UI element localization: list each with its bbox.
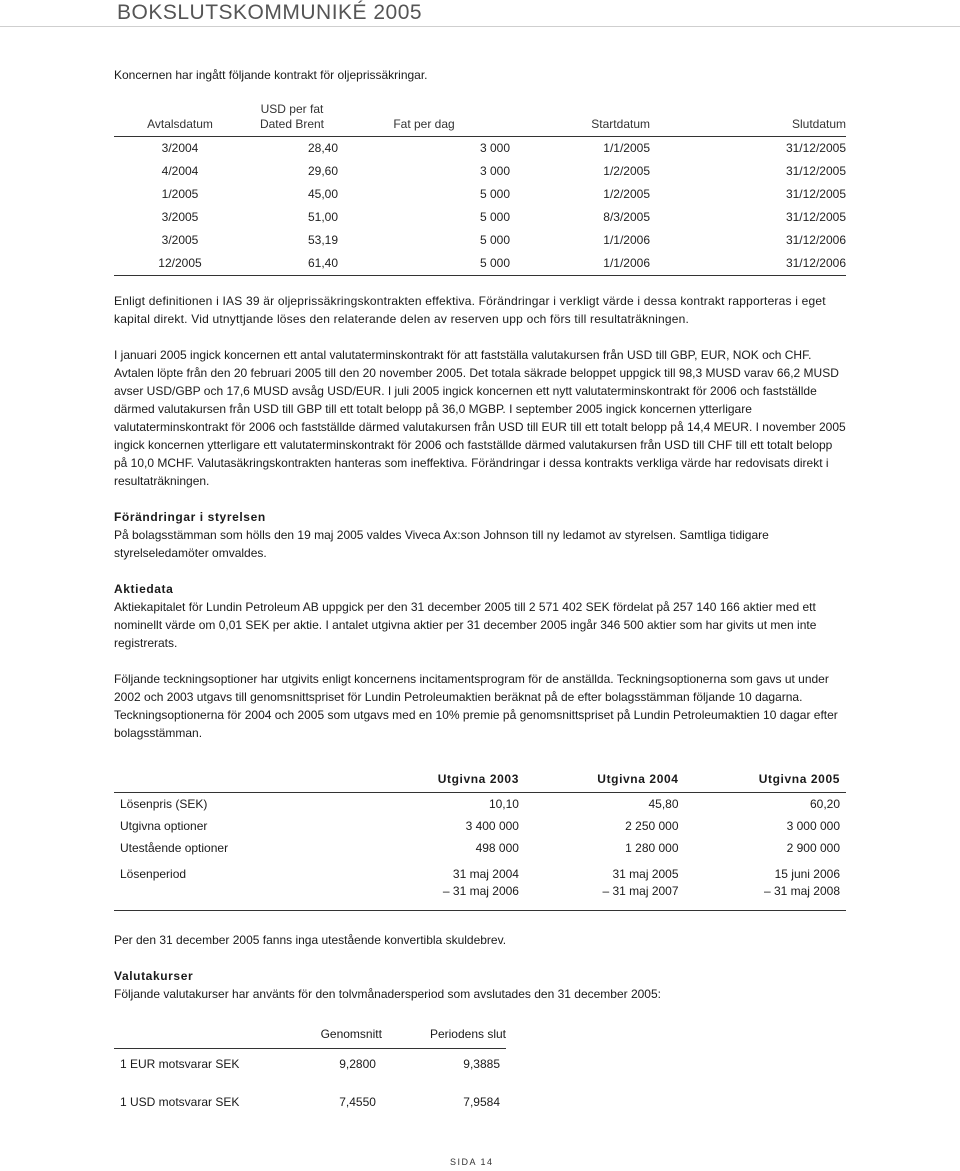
col-header-genomsnitt: Genomsnitt — [320, 1027, 382, 1041]
period-end: – 31 maj 2007 — [602, 884, 679, 898]
table-row — [114, 815, 846, 837]
row-label: 1 EUR motsvarar SEK — [120, 1057, 240, 1071]
cell: 45,00 — [307, 187, 338, 201]
cell: 60,20 — [809, 797, 840, 811]
cell: 1/1/2006 — [603, 256, 650, 270]
cell: 28,40 — [307, 141, 338, 155]
row-label: Lösenperiod — [120, 867, 187, 881]
cell: 5 000 — [479, 233, 510, 247]
page-number: SIDA 14 — [450, 1157, 494, 1167]
table-row — [114, 859, 846, 911]
period-start: 31 maj 2004 — [452, 867, 519, 881]
period-start: 15 juni 2006 — [774, 867, 840, 881]
col-header-avtalsdatum: Avtalsdatum — [147, 117, 213, 131]
table-row — [114, 206, 846, 229]
cell: 3/2005 — [161, 210, 199, 224]
cell: 1/1/2006 — [603, 233, 650, 247]
period-end: – 31 maj 2008 — [763, 884, 840, 898]
cell: 31/12/2005 — [785, 164, 846, 178]
cell: 3 000 — [479, 164, 510, 178]
table-row — [114, 1079, 506, 1117]
cell: 5 000 — [479, 210, 510, 224]
cell: 9,2800 — [339, 1057, 376, 1071]
table-row — [114, 229, 846, 252]
cell: 3/2004 — [161, 141, 199, 155]
col-header-usd-per-fat — [246, 102, 338, 137]
table-row — [114, 137, 846, 161]
cell: 7,9584 — [463, 1095, 500, 1109]
col-header-usd-line2: Dated Brent — [259, 117, 325, 131]
table-row — [114, 837, 846, 859]
cell: 9,3885 — [463, 1057, 500, 1071]
row-label: Lösenpris (SEK) — [120, 797, 208, 811]
table-row — [114, 160, 846, 183]
cell: 1/2005 — [161, 187, 199, 201]
col-header-2003: Utgivna 2003 — [437, 772, 519, 786]
table-row — [114, 793, 846, 816]
cell: 7,4550 — [339, 1095, 376, 1109]
cell: 5 000 — [479, 187, 510, 201]
period-end: – 31 maj 2006 — [442, 884, 519, 898]
cell: 61,40 — [307, 256, 338, 270]
oil-hedge-table — [114, 102, 846, 276]
col-header-usd-line1: USD per fat — [260, 102, 324, 116]
col-header-fat-per-dag: Fat per dag — [393, 117, 455, 131]
shares-text: Aktiekapitalet för Lundin Petroleum AB uppgick per den 31 december 2005 till 2 571 402 SEK fördelat på 257 140 166 aktier med ett nominellt värde om 0,01 SEK per aktie. I antalet utgivna aktier per 31 december 2005 ingår 346 500 aktier som har givits ut men inte registrerats. — [114, 600, 817, 650]
convertibles-text: Per den 31 december 2005 fanns inga utestående konvertibla skuldebrev. — [114, 933, 507, 947]
intro-text: Koncernen har ingått följande kontrakt för oljeprissäkringar. — [114, 68, 428, 82]
row-label: Utestående optioner — [120, 841, 229, 855]
cell: 29,60 — [307, 164, 338, 178]
shares-heading: Aktiedata — [114, 582, 174, 596]
table-row — [114, 183, 846, 206]
options-table — [114, 770, 846, 911]
row-label: 1 USD motsvarar SEK — [120, 1095, 240, 1109]
col-header-empty — [114, 1025, 275, 1049]
col-header-empty — [114, 770, 365, 793]
oil-table-header — [114, 102, 846, 137]
board-text: På bolagsstämman som hölls den 19 maj 2005 valdes Viveca Ax:son Johnson till ny ledamot av styrelsen. Samtliga tidigare styrelseledamöter omvaldes. — [114, 528, 769, 560]
col-header-periodens-slut: Periodens slut — [429, 1027, 506, 1041]
row-label: Utgivna optioner — [120, 819, 208, 833]
col-header-2004: Utgivna 2004 — [597, 772, 679, 786]
currency-table-header — [114, 1025, 506, 1049]
table-row — [114, 252, 846, 276]
cell: 2 250 000 — [625, 819, 679, 833]
cell: 45,80 — [648, 797, 679, 811]
cell: 1/2/2005 — [603, 164, 650, 178]
cell: 2 900 000 — [786, 841, 840, 855]
cell — [365, 859, 525, 911]
cell: 3 000 000 — [786, 819, 840, 833]
page-content — [114, 60, 846, 1117]
period-start: 31 maj 2005 — [612, 867, 679, 881]
currency-table — [114, 1025, 506, 1117]
ias-paragraph: Enligt definitionen i IAS 39 är oljeprissäkringskontrakten effektiva. Förändringar i verkligt värde i dessa kontrakt rapporteras i eget kapital direkt. Vid utnyttjande löses den relaterande delen av reserven upp och förs till resultaträkningen. — [114, 294, 826, 326]
cell: 1/2/2005 — [603, 187, 650, 201]
currency-text: Följande valutakurser har använts för den tolvmånadersperiod som avslutades den 31 december 2005: — [114, 987, 661, 1001]
cell: 31/12/2005 — [785, 210, 846, 224]
header-bar — [0, 0, 960, 27]
cell: 498 000 — [475, 841, 519, 855]
currency-heading: Valutakurser — [114, 969, 194, 983]
board-heading: Förändringar i styrelsen — [114, 510, 266, 524]
options-text: Följande teckningsoptioner har utgivits enligt koncernens incitamentsprogram för de anställda. Teckningsoptionerna som gavs ut under 2002 och 2003 utgavs till genomsnittspriset för Lundin Petroleumaktien beräknat på de efter bolagsstämman följande 10 dagarna. Teckningsoptionerna för 2004 och 2005 som utgavs med en 10% premie på genomsnittspriset på Lundin Petroleumaktien 10 dagar efter bolagsstämman. — [114, 672, 838, 740]
cell: 1 280 000 — [625, 841, 679, 855]
cell: 31/12/2005 — [785, 187, 846, 201]
cell: 8/3/2005 — [603, 210, 650, 224]
cell: 3/2005 — [161, 233, 199, 247]
cell: 31/12/2006 — [785, 256, 846, 270]
cell: 31/12/2005 — [785, 141, 846, 155]
cell: 1/1/2005 — [603, 141, 650, 155]
cell: 3 000 — [479, 141, 510, 155]
col-header-startdatum: Startdatum — [591, 117, 650, 131]
cell: 31/12/2006 — [785, 233, 846, 247]
document-title: BOKSLUTSKOMMUNIKÉ 2005 — [117, 1, 423, 24]
cell: 5 000 — [479, 256, 510, 270]
cell — [525, 859, 685, 911]
cell: 12/2005 — [158, 256, 202, 270]
table-row — [114, 1049, 506, 1080]
options-table-header — [114, 770, 846, 793]
cell: 3 400 000 — [465, 819, 519, 833]
cell: 4/2004 — [161, 164, 199, 178]
col-header-slutdatum: Slutdatum — [791, 117, 846, 131]
cell: 51,00 — [307, 210, 338, 224]
col-header-2005: Utgivna 2005 — [758, 772, 840, 786]
cell: 53,19 — [307, 233, 338, 247]
cell: 10,10 — [488, 797, 519, 811]
cell — [685, 859, 846, 911]
fx-contracts-paragraph: I januari 2005 ingick koncernen ett antal valutaterminskontrakt för att fastställa valutakursen från USD till GBP, EUR, NOK och CHF. Avtalen löpte från den 20 februari 2005 till den 20 november 2005. Det totala säkrade beloppet uppgick till 98,3 MUSD varav 66,2 MUSD avser USD/GBP och 17,6 MUSD avsåg USD/EUR. I juli 2005 ingick koncernen ett nytt valutaterminskontrakt för 2006 och fastställde därmed valutakursen från USD till GBP till ett totalt belopp på 36,0 MGBP. I september 2005 ingick koncernen ytterligare valutaterminskontrakt för 2006 och fastställde därmed valutakursen från USD till EUR till ett totalt belopp på 14,4 MEUR. I november 2005 ingick koncernen ytterligare ett valutaterminskontrakt för 2006 och fastställde därmed valutakursen från USD till CHF till ett totalt belopp på 10,0 MCHF. Valutasäkringskontrakten hanteras som ineffektiva. Förändringar i dessa kontrakts verkliga värde har redovisats direkt i resultaträkningen. — [114, 348, 846, 488]
